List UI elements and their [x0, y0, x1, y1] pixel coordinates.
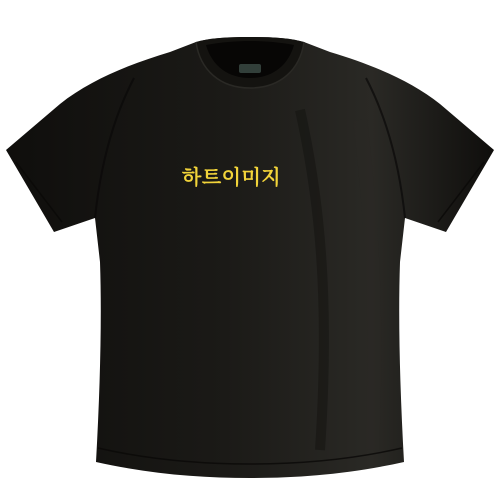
shirt-print-text: 하트이미지: [182, 165, 282, 189]
neck-label-tag: [239, 64, 261, 73]
shirt-body: [6, 37, 494, 478]
